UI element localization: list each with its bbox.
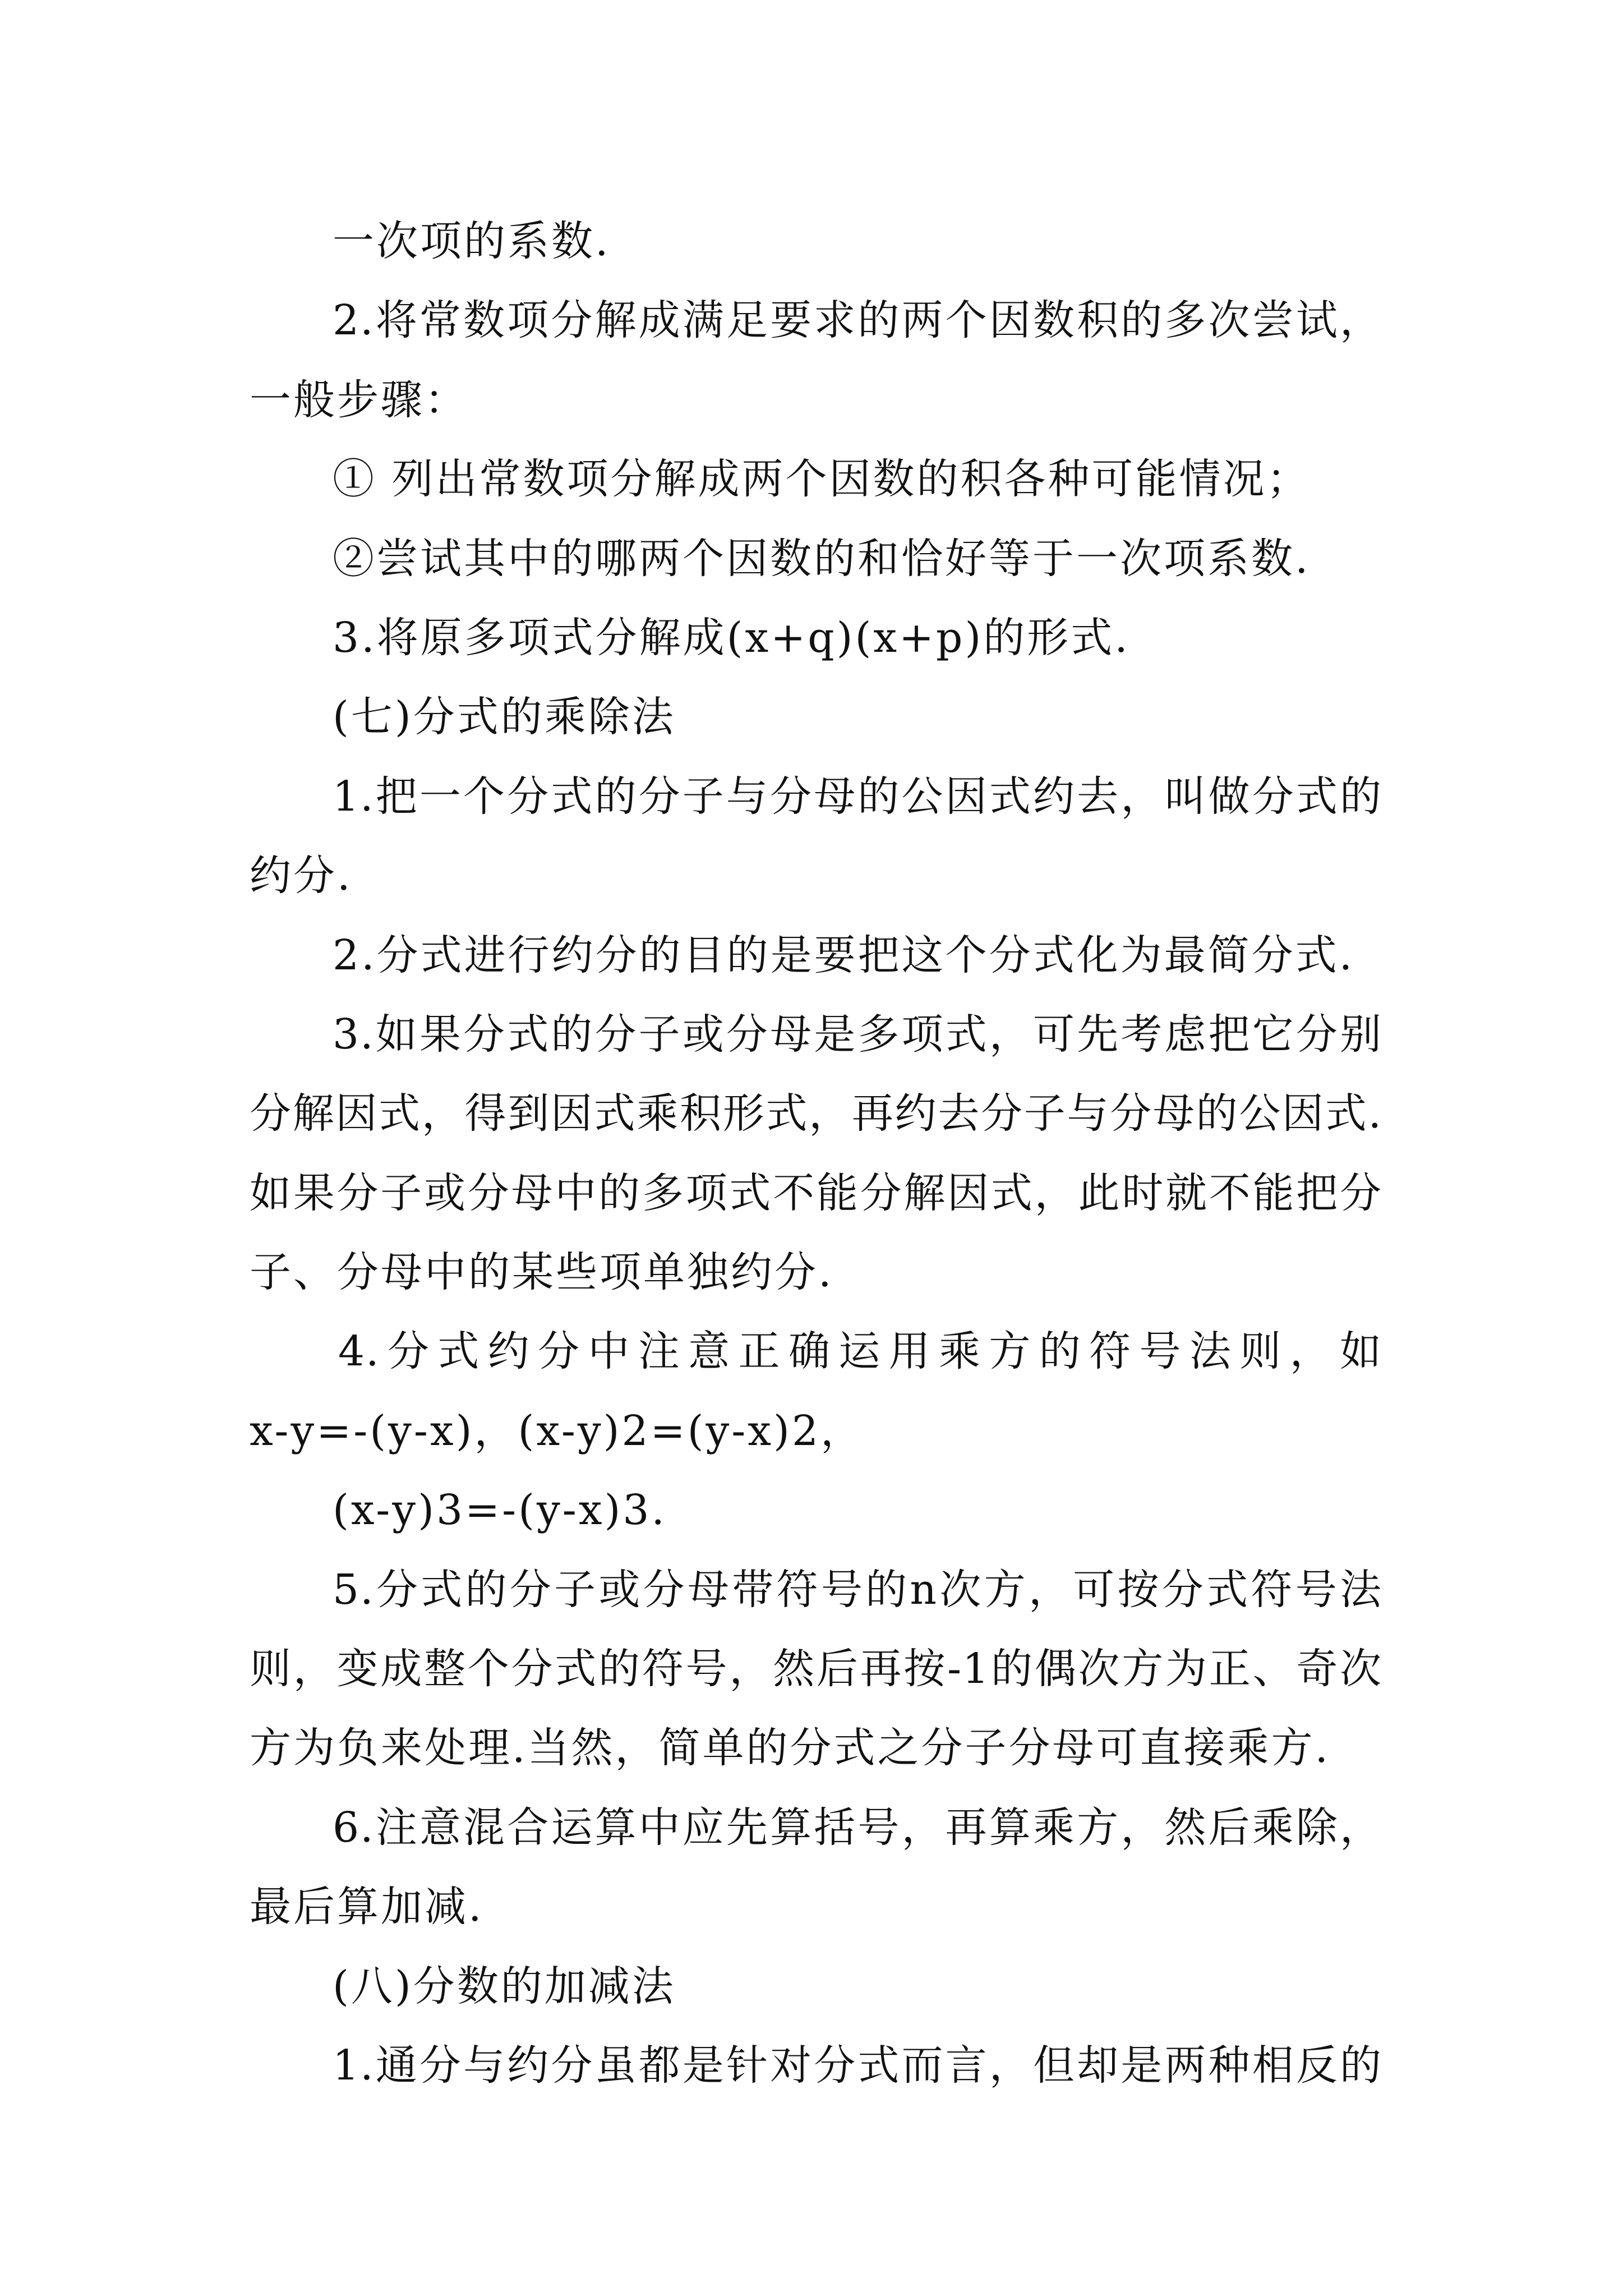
section-heading: (八)分数的加减法 <box>333 1962 676 2010</box>
text-line: 3.将原多项式分解成(x+q)(x+p)的形式. <box>333 613 1130 662</box>
text-line: 1.通分与约分虽都是针对分式而言，但却是两种相反的 <box>333 2041 1382 2090</box>
text-line: 4.分式约分中注意正确运用乘方的符号法则，如 <box>338 1327 1382 1376</box>
formula-line: (x-y)3=-(y-x)3. <box>333 1486 667 1535</box>
text-line: 一般步骤： <box>250 375 468 424</box>
text-line: ① 列出常数项分解成两个因数的积各种可能情况； <box>333 455 1311 504</box>
text-line: 3.如果分式的分子或分母是多项式，可先考虑把它分别 <box>333 1010 1382 1059</box>
text-line: 6.注意混合运算中应先算括号，再算乘方，然后乘除， <box>333 1803 1382 1852</box>
text-line: 5.分式的分子或分母带符号的n次方，可按分式符号法 <box>333 1565 1382 1614</box>
text-line: ②尝试其中的哪两个因数的和恰好等于一次项系数. <box>333 534 1311 583</box>
text-line: 约分. <box>250 852 353 900</box>
text-line: 2.分式进行约分的目的是要把这个分式化为最简分式. <box>333 931 1355 979</box>
text-line: 最后算加减. <box>250 1883 484 1931</box>
text-line: 方为负来处理.当然，简单的分式之分子分母可直接乘方. <box>250 1724 1331 1773</box>
text-line: 分解因式，得到因式乘积形式，再约去分子与分母的公因式. <box>250 1089 1382 1138</box>
text-line: 子、分母中的某些项单独约分. <box>250 1248 834 1297</box>
text-line: 如果分子或分母中的多项式不能分解因式，此时就不能把分 <box>250 1168 1382 1217</box>
text-line: 一次项的系数. <box>333 217 611 265</box>
formula-line: x-y=-(y-x)，(x-y)2=(y-x)2， <box>250 1406 864 1455</box>
document-body <box>250 202 1382 2105</box>
text-line: 则，变成整个分式的符号，然后再按-1的偶次方为正、奇次 <box>250 1645 1382 1694</box>
text-line: 1.把一个分式的分子与分母的公因式约去，叫做分式的 <box>333 772 1382 821</box>
text-line: 2.将常数项分解成满足要求的两个因数积的多次尝试， <box>333 296 1382 345</box>
section-heading: (七)分式的乘除法 <box>333 693 676 742</box>
